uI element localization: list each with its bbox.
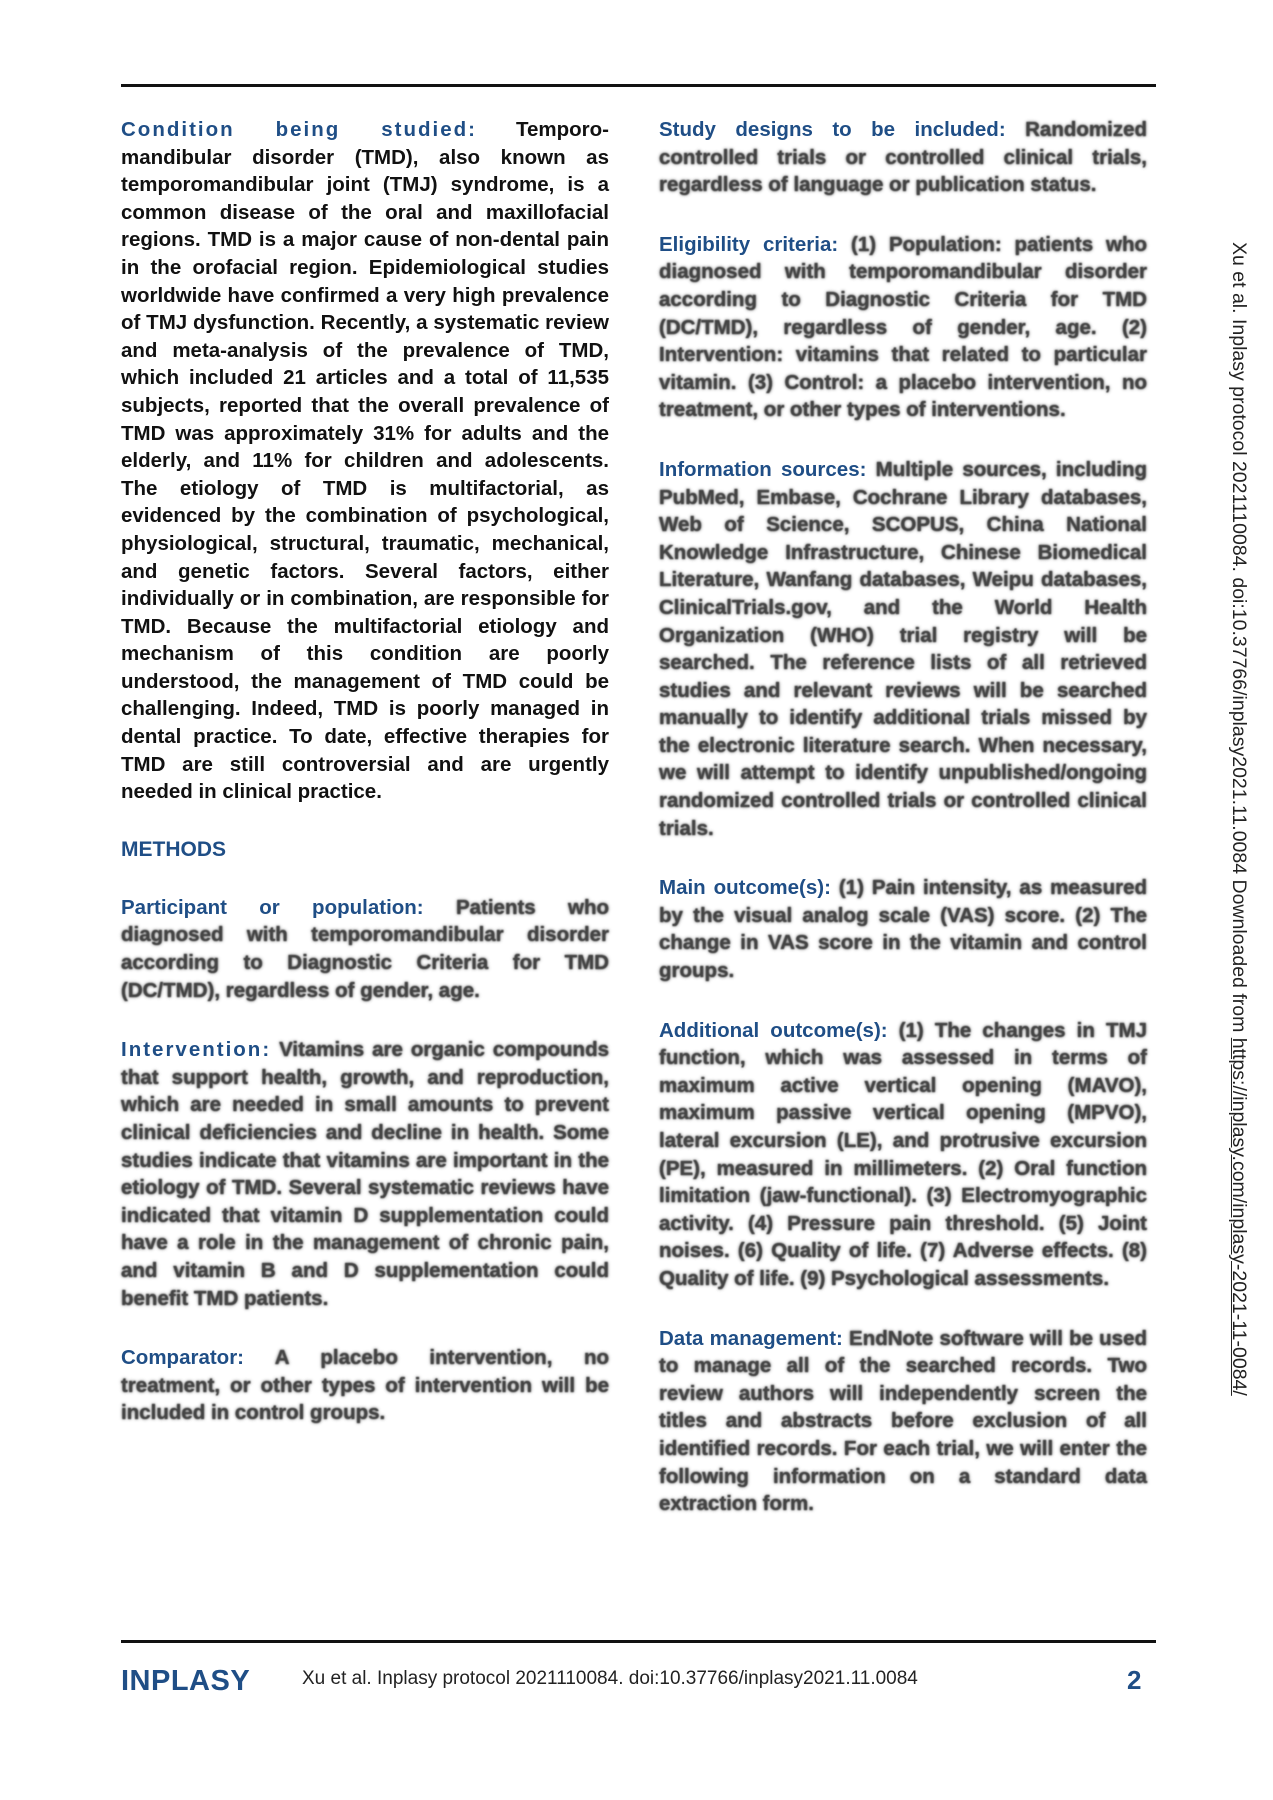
participant-paragraph xyxy=(121,894,609,1004)
bottom-rule xyxy=(121,1640,1156,1643)
information-sources-label: Information sources: xyxy=(659,457,867,481)
page-number: 2 xyxy=(1127,1665,1142,1695)
additional-outcome-paragraph xyxy=(659,1017,1147,1293)
footer-brand-logo: INPLASY xyxy=(121,1665,251,1697)
eligibility-text: (1) Population: patients who diagnosed with temporomandibular disorder according to Diagnostic Criteria for TMD (DC/TMD), regardless of gender, age. (2) Intervention: vitamins that related to particular vitamin. (3) Control: a placebo intervention, no treatment, or other types of interventions. xyxy=(659,232,1147,422)
study-designs-text: Randomized controlled trials or controlled clinical trials, regardless of language or publication status. xyxy=(659,118,1147,197)
information-sources-text: Multiple sources, including PubMed, Embase, Cochrane Library databases, Web of Science, SCOPUS, China National Knowledge Infrastructure, Chinese Biomedical Literature, Wanfang databases, Weipu databases, ClinicalTrials.gov, and the World Health Organization (WHO) trial registry will be searched. The reference lists of all retrieved studies and relevant reviews will be searched manually to identify additional trials missed by the electronic literature search. When necessary, we will attempt to identify unpublished/ongoing randomized controlled trials or controlled clinical trials. xyxy=(659,457,1147,840)
data-management-label: Data management: xyxy=(659,1326,843,1350)
main-outcome-text: (1) Pain intensity, as measured by the visual analog scale (VAS) score. (2) The change in VAS score in the vitamin and control groups. xyxy=(659,876,1147,983)
data-management-paragraph xyxy=(659,1325,1147,1518)
additional-outcome-text: (1) The changes in TMJ function, which was assessed in terms of maximum active vertical opening (MAVO), maximum passive vertical opening (MPVO), lateral excursion (LE), and protrusive excursion (PE), measured in millimeters. (2) Oral function limitation (jaw-functional). (3) Electromyographic activity. (4) Pressure pain threshold. (5) Joint noises. (6) Quality of life. (7) Adverse effects. (8) Quality of life. (9) Psychological assessments. xyxy=(659,1018,1147,1290)
intervention-paragraph xyxy=(121,1036,609,1312)
study-designs-label: Study designs to be included: xyxy=(659,118,1006,141)
main-outcome-paragraph xyxy=(659,874,1147,984)
eligibility-label: Eligibility criteria: xyxy=(659,232,839,256)
top-rule xyxy=(121,84,1156,87)
condition-label: Condition being studied: xyxy=(121,118,477,141)
eligibility-paragraph xyxy=(659,231,1147,424)
data-management-text: EndNote software will be used to manage all of the searched records. Two review authors will independently screen the titles and abstracts before exclusion of all identified records. For each trial, we will enter the following information on a standard data extraction form. xyxy=(659,1326,1147,1516)
comparator-paragraph xyxy=(121,1344,609,1427)
side-download-note xyxy=(1225,242,1253,1652)
intervention-text: Vitamins are organic compounds that support health, growth, and reproduction, which are needed in small amounts to prevent clinical deficiencies and decline in health. Some studies indicate that vitamins are important in the etiology of TMD. Several systematic reviews have indicated that vitamin D supplementation could have a role in the management of chronic pain, and vitamin B and D supplementation could benefit TMD patients. xyxy=(121,1038,609,1310)
condition-text: Temporo-mandibular disorder (TMD), also known as temporomandibular joint (TMJ) syndrome, is a common disease of the oral and maxillofacial regions. TMD is a major cause of non-dental pain in the orofacial region. Epidemiological studies worldwide have confirmed a very high prevalence of TMJ dysfunction. Recently, a systematic review and meta-analysis of the prevalence of TMD, which included 21 articles and a total of 11,535 subjects, reported that the overall prevalence of TMD was approximately 31% for adults and the elderly, and 11% for children and adolescents. The etiology of TMD is multifactorial, as evidenced by the combination of psychological, physiological, structural, traumatic, mechanical, and genetic factors. Several factors, either individually or in combination, are responsible for TMD. Because the multifactorial etiology and mechanism of this condition are poorly understood, the management of TMD could be challenging. Indeed, TMD is poorly managed in dental practice. To date, effective therapies for TMD are still controversial and are urgently needed in clinical practice. xyxy=(121,118,609,804)
intervention-label: Intervention: xyxy=(121,1038,272,1062)
additional-outcome-label: Additional outcome(s): xyxy=(659,1018,888,1042)
participant-text: Patients who diagnosed with temporomandibular disorder according to Diagnostic Criteria for TMD (DC/TMD), regardless of gender, age. xyxy=(121,895,609,1002)
left-column xyxy=(121,116,609,1459)
study-designs-paragraph xyxy=(659,116,1147,199)
side-note-link[interactable]: https://inplasy.com/inplasy-2021-11-0084/ xyxy=(1228,1037,1250,1396)
methods-heading: METHODS xyxy=(121,837,226,861)
comparator-label: Comparator: xyxy=(121,1346,245,1370)
condition-paragraph xyxy=(121,116,609,806)
side-note-text: Xu et al. Inplasy protocol 2021110084. doi:10.37766/inplasy2021.11.0084 Downloaded from xyxy=(1228,242,1250,1038)
information-sources-paragraph xyxy=(659,456,1147,842)
right-column xyxy=(659,116,1147,1550)
participant-label: Participant or population: xyxy=(121,895,424,919)
comparator-text: A placebo intervention, no treatment, or other types of intervention will be included in control groups. xyxy=(121,1346,609,1425)
footer-citation: Xu et al. Inplasy protocol 2021110084. doi:10.37766/inplasy2021.11.0084 xyxy=(302,1668,918,1689)
main-outcome-label: Main outcome(s): xyxy=(659,876,831,900)
